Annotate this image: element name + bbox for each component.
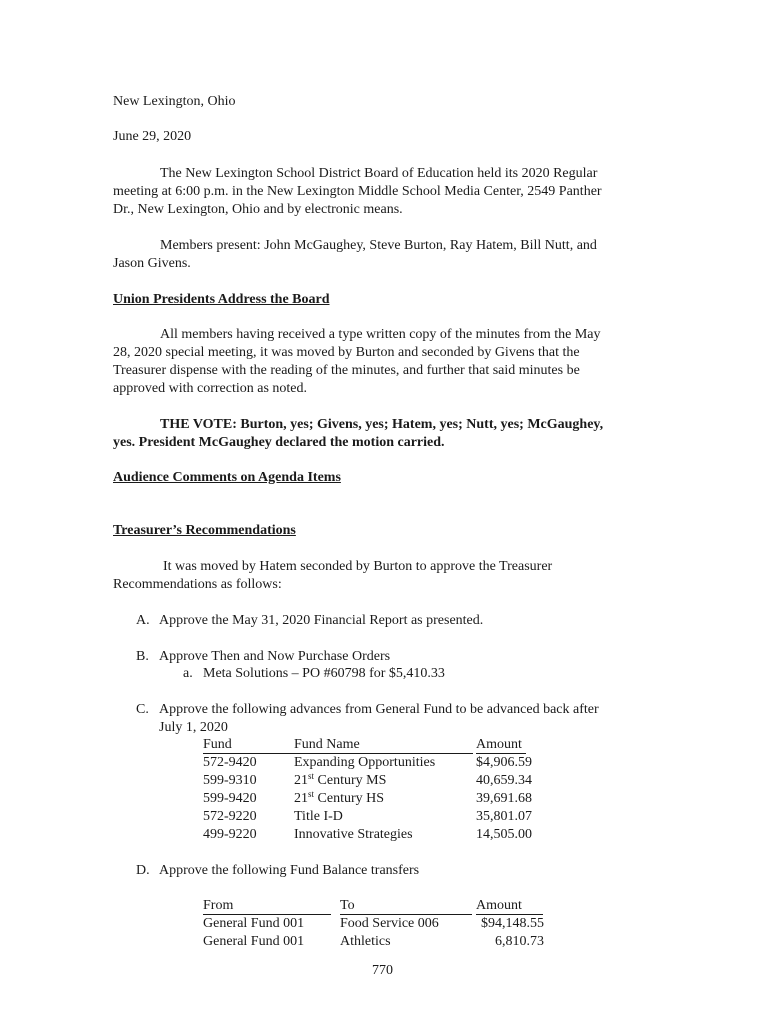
section-heading-audience: Audience Comments on Agenda Items [113, 470, 341, 485]
table-cell-from: General Fund 001 [203, 934, 305, 949]
table-header-from: From [203, 898, 331, 915]
intro-paragraph-line: The New Lexington School District Board of Education held its 2020 Regular [160, 166, 598, 181]
table-cell-fund-name: 21st Century HS [294, 789, 385, 806]
list-marker: D. [136, 863, 150, 878]
table-header-to: To [340, 898, 472, 915]
list-marker: A. [136, 613, 150, 628]
table-cell-amount: $4,906.59 [476, 755, 532, 770]
table-cell-fund: 572-9420 [203, 755, 257, 770]
list-item-c: July 1, 2020 [159, 720, 228, 735]
sub-list-marker: a. [183, 666, 193, 681]
table-cell-amount: 40,659.34 [476, 773, 532, 788]
table-cell-amount: 39,691.68 [476, 791, 532, 806]
sub-list-item: Meta Solutions – PO #60798 for $5,410.33 [203, 666, 445, 681]
union-paragraph-line: Treasurer dispense with the reading of the minutes, and further that said minutes be [113, 363, 580, 378]
vote-line: yes. President McGaughey declared the motion carried. [113, 435, 445, 450]
table-cell-amount: $94,148.55 [481, 916, 544, 931]
table-header-fund: Fund [203, 737, 295, 754]
list-item-d: Approve the following Fund Balance transfers [159, 863, 420, 878]
members-present-line: Jason Givens. [113, 256, 191, 271]
union-paragraph-line: 28, 2020 special meeting, it was moved by Burton and seconded by Givens that the [113, 345, 580, 360]
table-cell-amount: 35,801.07 [476, 809, 532, 824]
table-header-amount: Amount [476, 898, 543, 915]
list-marker: B. [136, 649, 149, 664]
page-number: 770 [372, 963, 393, 978]
table-cell-fund: 599-9310 [203, 773, 257, 788]
table-cell-fund-name: Innovative Strategies [294, 827, 413, 842]
table-cell-amount: 14,505.00 [476, 827, 532, 842]
intro-paragraph-line: Dr., New Lexington, Ohio and by electronic means. [113, 202, 403, 217]
table-cell-fund-name: Expanding Opportunities [294, 755, 436, 770]
meeting-date: June 29, 2020 [113, 129, 192, 144]
list-item-c: Approve the following advances from General Fund to be advanced back after [159, 702, 599, 717]
treasurer-paragraph-line: Recommendations as follows: [113, 577, 282, 592]
table-cell-fund-name: Title I-D [294, 809, 343, 824]
treasurer-paragraph-line: It was moved by Hatem seconded by Burton to approve the Treasurer [163, 559, 553, 574]
location: New Lexington, Ohio [113, 94, 236, 109]
table-cell-fund: 499-9220 [203, 827, 257, 842]
union-paragraph-line: All members having received a type written copy of the minutes from the May [160, 327, 601, 342]
table-cell-fund-name: 21st Century MS [294, 771, 387, 788]
table-cell-to: Athletics [340, 934, 391, 949]
table-cell-to: Food Service 006 [340, 916, 439, 931]
intro-paragraph-line: meeting at 6:00 p.m. in the New Lexington Middle School Media Center, 2549 Panther [113, 184, 602, 199]
list-item-b: Approve Then and Now Purchase Orders [159, 649, 391, 664]
section-heading-treasurer: Treasurer’s Recommendations [113, 523, 296, 538]
section-heading-union: Union Presidents Address the Board [113, 292, 330, 307]
table-header-amount: Amount [476, 737, 526, 754]
table-cell-amount: 6,810.73 [495, 934, 544, 949]
vote-line: THE VOTE: Burton, yes; Givens, yes; Hatem, yes; Nutt, yes; McGaughey, [160, 417, 604, 432]
list-marker: C. [136, 702, 149, 717]
members-present-line: Members present: John McGaughey, Steve Burton, Ray Hatem, Bill Nutt, and [160, 238, 597, 253]
table-cell-fund: 599-9420 [203, 791, 257, 806]
union-paragraph-line: approved with correction as noted. [113, 381, 307, 396]
table-header-fund-name: Fund Name [294, 737, 473, 754]
table-cell-fund: 572-9220 [203, 809, 257, 824]
list-item-a: Approve the May 31, 2020 Financial Report as presented. [159, 613, 484, 628]
table-cell-from: General Fund 001 [203, 916, 305, 931]
